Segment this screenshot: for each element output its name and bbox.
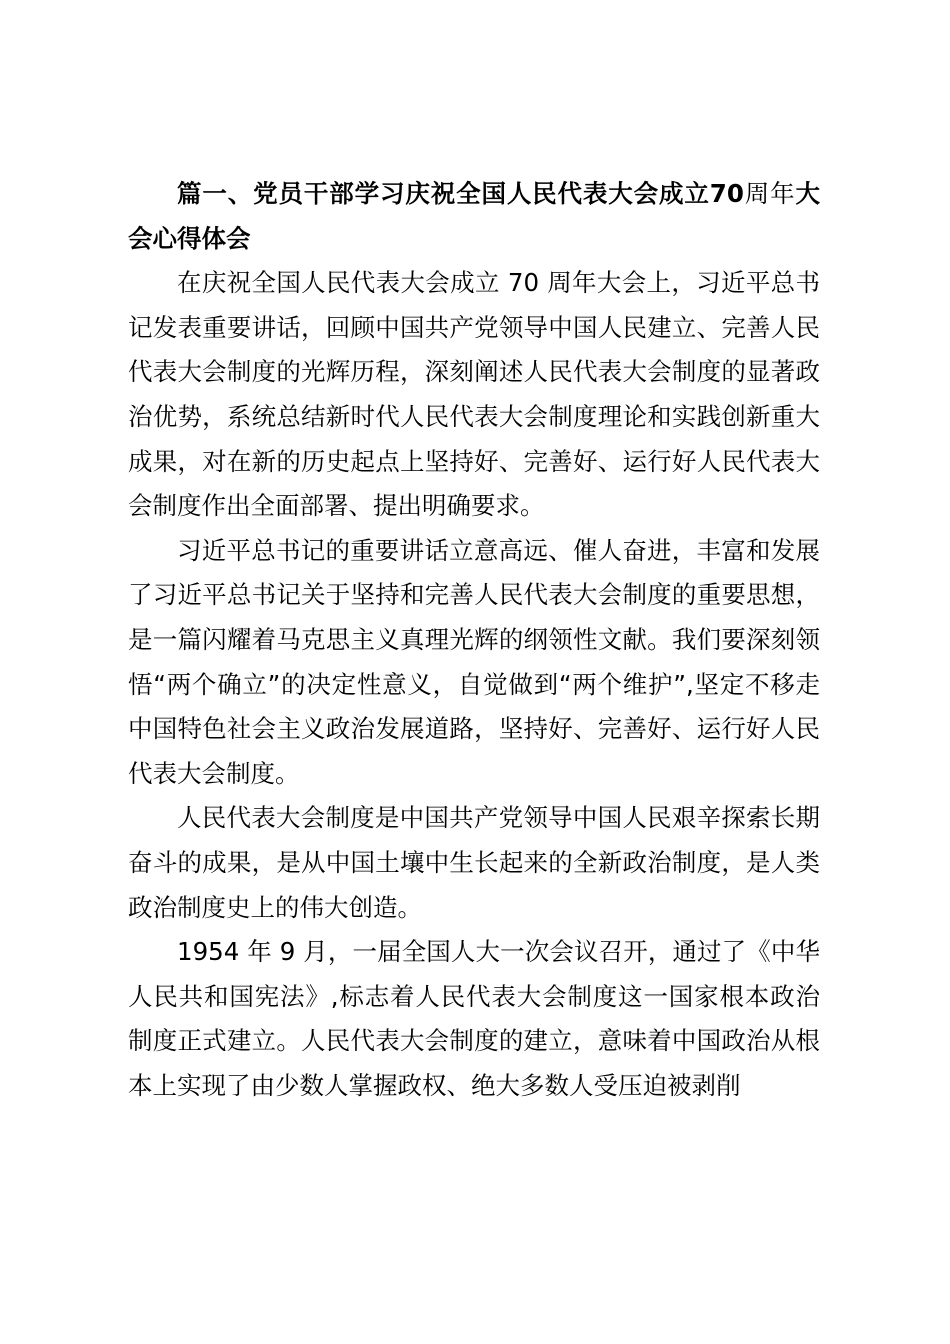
paragraph-1: 在庆祝全国人民代表大会成立 70 周年大会上，习近平总书记发表重要讲话，回顾中国共产党领导中国人民建立、完善人民代表大会制度的光辉历程，深刻阐述人民代表大会制度的显著政治优势，系统总结新时代人民代表大会制度理论和实践创新重大成果，对在新的历史起点上坚持好、完善好、运行好人民代表大会制度作出全面部署、提出明确要求。 [128, 268, 820, 521]
document-title [128, 172, 820, 261]
document-body [128, 172, 820, 1108]
paragraph-4: 1954 年 9 月，一届全国人大一次会议召开，通过了《中华人民共和国宪法》,标志着人民代表大会制度这一国家根本政治制度正式建立。人民代表大会制度的建立，意味着中国政治从根本上实现了由少数人掌握政权、绝大多数人受压迫被剥削 [128, 937, 820, 1100]
title-number: 70 [709, 179, 744, 208]
paragraph-3: 人民代表大会制度是中国共产党领导中国人民艰辛探索长期奋斗的成果，是从中国土壤中生长起来的全新政治制度，是人类政治制度史上的伟大创造。 [128, 803, 820, 922]
title-part-2: 周年 [743, 179, 796, 208]
paragraph-2: 习近平总书记的重要讲话立意高远、催人奋进，丰富和发展了习近平总书记关于坚持和完善人民代表大会制度的重要思想，是一篇闪耀着马克思主义真理光辉的纲领性文献。我们要深刻领悟“两个确立”的决定性意义，自觉做到“两个维护”,坚定不移走中国特色社会主义政治发展道路，坚持好、完善好、运行好人民代表大会制度。 [128, 535, 820, 788]
title-part-1: 篇一、党员干部学习庆祝全国人民代表大会成立 [177, 179, 710, 208]
title-part-3: 大会心得体会 [128, 179, 821, 253]
